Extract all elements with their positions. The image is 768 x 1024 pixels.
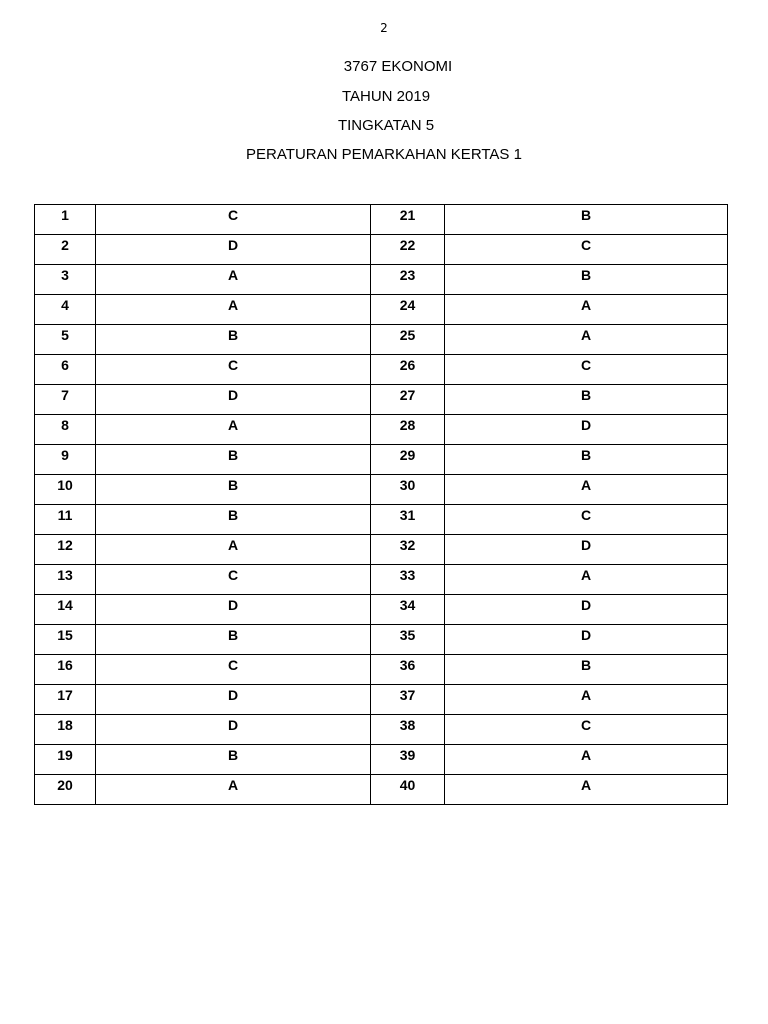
answer-letter: B (445, 265, 728, 295)
question-number: 32 (371, 535, 445, 565)
table-row (35, 415, 728, 445)
answer-letter: A (96, 295, 371, 325)
answer-letter: C (96, 565, 371, 595)
answer-letter: C (96, 355, 371, 385)
question-number: 7 (35, 385, 96, 415)
question-number: 10 (35, 475, 96, 505)
answer-letter: A (445, 745, 728, 775)
question-number: 27 (371, 385, 445, 415)
question-number: 22 (371, 235, 445, 265)
answer-letter: C (96, 205, 371, 235)
question-number: 26 (371, 355, 445, 385)
table-row (35, 445, 728, 475)
question-number: 28 (371, 415, 445, 445)
table-row (35, 595, 728, 625)
answer-letter: A (445, 295, 728, 325)
answer-letter: D (96, 685, 371, 715)
answer-letter: B (445, 205, 728, 235)
question-number: 16 (35, 655, 96, 685)
table-row (35, 325, 728, 355)
answer-letter: A (96, 775, 371, 805)
answer-letter: D (96, 235, 371, 265)
answer-letter: D (96, 715, 371, 745)
table-row (35, 475, 728, 505)
answer-letter: B (96, 745, 371, 775)
answer-letter: B (96, 505, 371, 535)
subject-title: 3767 EKONOMI (343, 58, 453, 75)
question-number: 24 (371, 295, 445, 325)
question-number: 37 (371, 685, 445, 715)
question-number: 14 (35, 595, 96, 625)
question-number: 3 (35, 265, 96, 295)
answer-letter: B (96, 475, 371, 505)
table-row (35, 655, 728, 685)
question-number: 15 (35, 625, 96, 655)
question-number: 13 (35, 565, 96, 595)
question-number: 29 (371, 445, 445, 475)
question-number: 9 (35, 445, 96, 475)
table-row (35, 745, 728, 775)
answer-letter: C (445, 235, 728, 265)
marking-scheme-title: PERATURAN PEMARKAHAN KERTAS 1 (246, 146, 522, 163)
page-number: 2 (380, 21, 388, 35)
question-number: 1 (35, 205, 96, 235)
table-row (35, 205, 728, 235)
table-row (35, 715, 728, 745)
answer-letter: B (96, 445, 371, 475)
question-number: 40 (371, 775, 445, 805)
answer-letter: C (445, 505, 728, 535)
answer-letter: A (96, 535, 371, 565)
answer-letter: B (96, 625, 371, 655)
answer-letter: A (96, 265, 371, 295)
answer-letter: A (445, 775, 728, 805)
form-level-line: TINGKATAN 5 (337, 117, 435, 134)
answer-letter: D (445, 535, 728, 565)
question-number: 2 (35, 235, 96, 265)
table-row (35, 565, 728, 595)
answer-letter: D (445, 625, 728, 655)
question-number: 34 (371, 595, 445, 625)
answer-letter: D (445, 415, 728, 445)
answer-letter: B (445, 445, 728, 475)
table-row (35, 385, 728, 415)
table-row (35, 775, 728, 805)
question-number: 39 (371, 745, 445, 775)
answer-letter: A (445, 685, 728, 715)
table-row (35, 295, 728, 325)
table-row (35, 265, 728, 295)
question-number: 5 (35, 325, 96, 355)
answer-letter: C (445, 715, 728, 745)
question-number: 20 (35, 775, 96, 805)
answer-letter: D (445, 595, 728, 625)
question-number: 33 (371, 565, 445, 595)
answer-letter: D (96, 385, 371, 415)
answer-letter: A (445, 475, 728, 505)
answer-letter: A (445, 325, 728, 355)
answer-letter: C (96, 655, 371, 685)
answer-letter: B (445, 385, 728, 415)
question-number: 30 (371, 475, 445, 505)
table-row (35, 505, 728, 535)
question-number: 11 (35, 505, 96, 535)
question-number: 8 (35, 415, 96, 445)
answer-key-body (35, 205, 728, 805)
question-number: 38 (371, 715, 445, 745)
question-number: 35 (371, 625, 445, 655)
table-row (35, 685, 728, 715)
question-number: 6 (35, 355, 96, 385)
answer-letter: D (96, 595, 371, 625)
question-number: 12 (35, 535, 96, 565)
table-row (35, 535, 728, 565)
table-row (35, 235, 728, 265)
question-number: 17 (35, 685, 96, 715)
question-number: 31 (371, 505, 445, 535)
year-line: TAHUN 2019 (341, 88, 431, 105)
table-row (35, 355, 728, 385)
question-number: 19 (35, 745, 96, 775)
answer-letter: A (445, 565, 728, 595)
answer-key-table (34, 204, 728, 805)
answer-letter: B (445, 655, 728, 685)
question-number: 25 (371, 325, 445, 355)
table-row (35, 625, 728, 655)
answer-letter: B (96, 325, 371, 355)
question-number: 36 (371, 655, 445, 685)
answer-letter: A (96, 415, 371, 445)
question-number: 18 (35, 715, 96, 745)
question-number: 23 (371, 265, 445, 295)
question-number: 21 (371, 205, 445, 235)
answer-letter: C (445, 355, 728, 385)
question-number: 4 (35, 295, 96, 325)
